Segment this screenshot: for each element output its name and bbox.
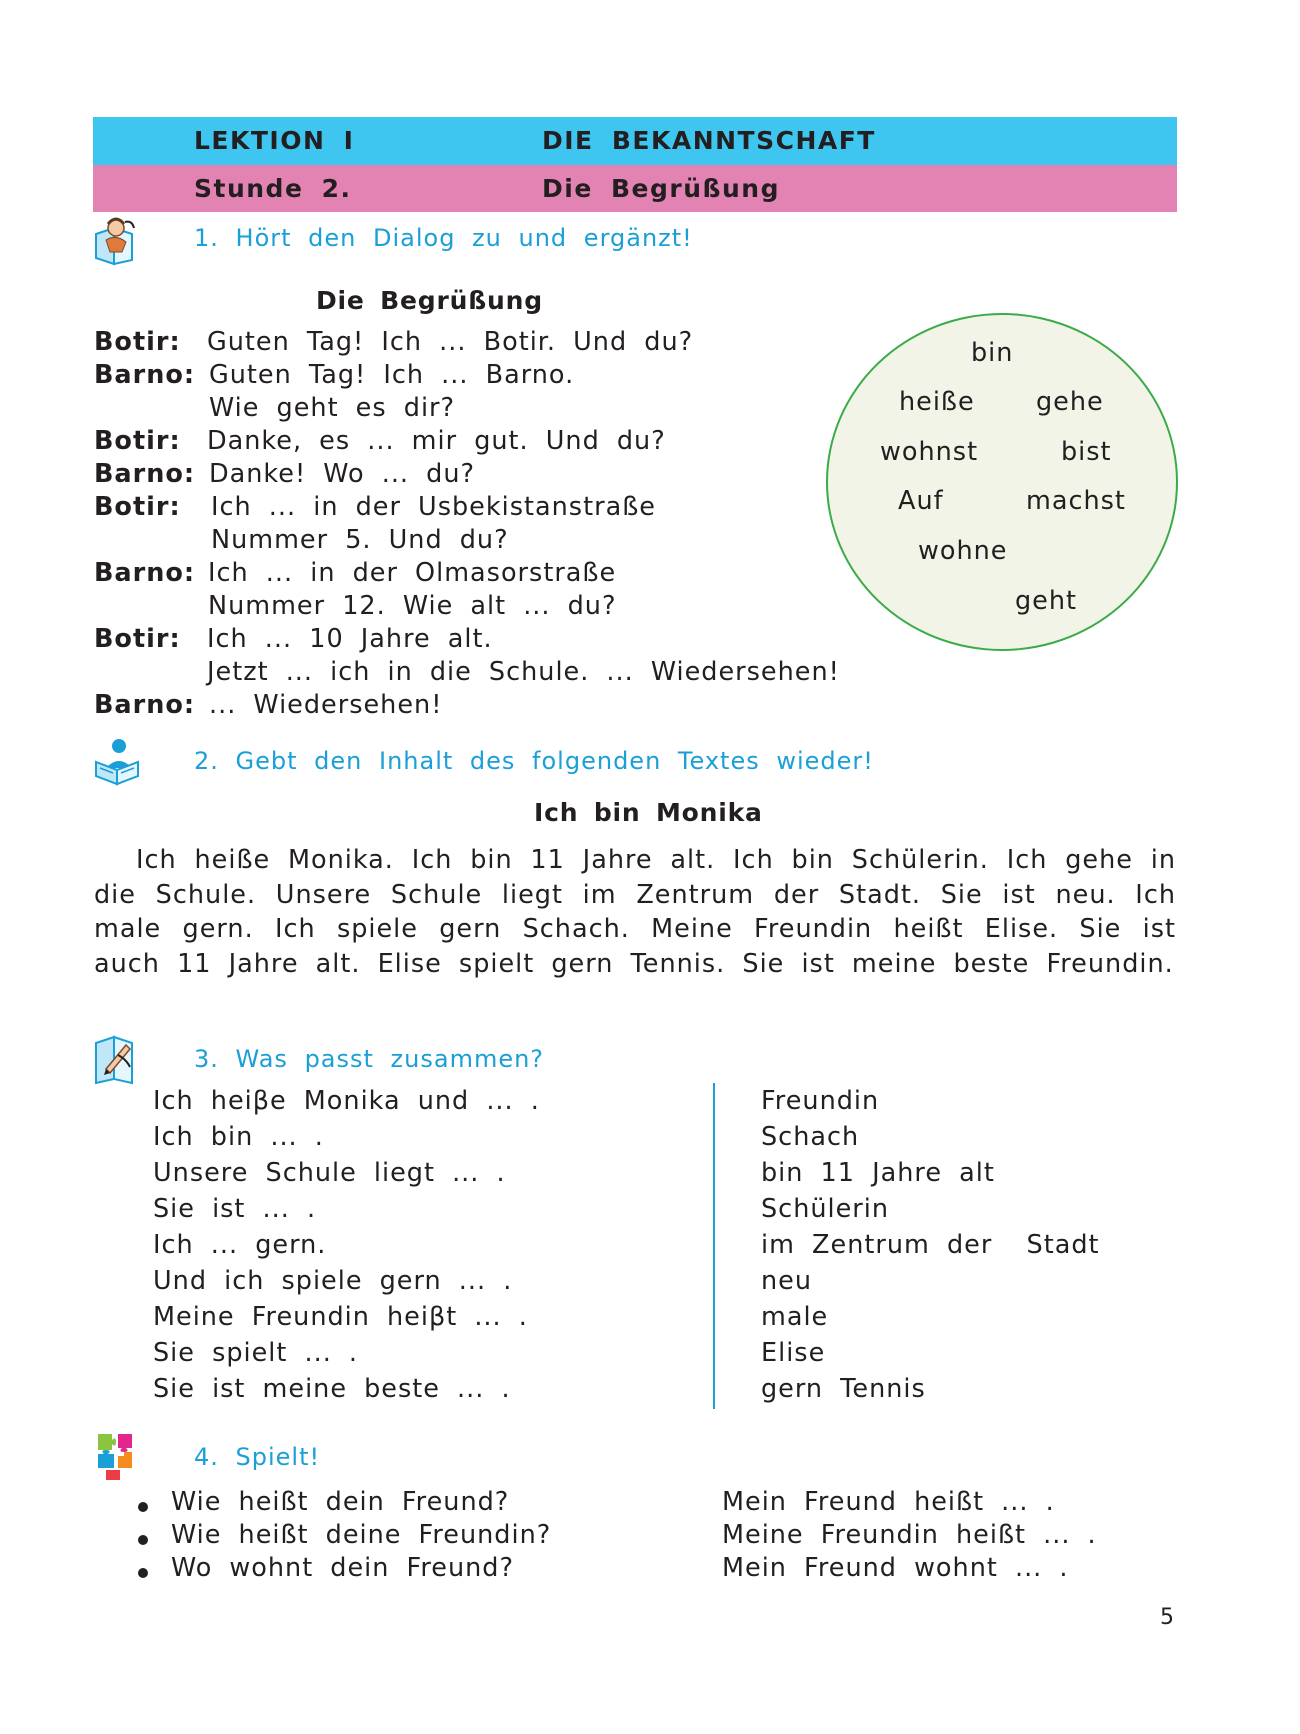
speaker: Barno: bbox=[94, 459, 196, 489]
writing-book-icon bbox=[92, 1033, 138, 1085]
lesson-title: DIE BEKANNTSCHAFT bbox=[542, 126, 876, 155]
speaker: Barno: bbox=[94, 558, 196, 588]
hour-title: Die Begrüßung bbox=[542, 174, 780, 203]
word-bank-item: heiße bbox=[899, 387, 975, 417]
answer-item: Mein Freund wohnt ... . bbox=[722, 1553, 1069, 1583]
dialog-text: Nummer 12. Wie alt ... du? bbox=[208, 591, 617, 621]
word-bank-item: geht bbox=[1015, 586, 1078, 616]
match-left-item: Sie spielt ... . bbox=[153, 1338, 359, 1368]
speaker: Botir: bbox=[94, 426, 181, 456]
dialog-text: Guten Tag! Ich ... Barno. bbox=[209, 360, 575, 390]
bullet-icon bbox=[138, 1502, 148, 1512]
dialog-text: Ich ... in der Usbekistanstraße bbox=[211, 492, 656, 522]
task3-instruction: 3. Was passt zusammen? bbox=[194, 1045, 545, 1073]
match-left-item: Sie ist meine beste ... . bbox=[153, 1374, 511, 1404]
word-bank-item: wohnst bbox=[880, 437, 979, 467]
task2-instruction: 2. Gebt den Inhalt des folgenden Textes wieder! bbox=[194, 747, 874, 775]
match-right-item: Elise bbox=[761, 1338, 826, 1368]
word-bank-item: machst bbox=[1026, 486, 1126, 516]
dialog-line bbox=[94, 426, 181, 456]
speaker: Botir: bbox=[94, 624, 181, 654]
dialog-text: ... Wiedersehen! bbox=[209, 690, 443, 720]
dialog-line bbox=[94, 327, 181, 357]
match-right-item: bin 11 Jahre alt bbox=[761, 1158, 995, 1188]
word-bank-item: Auf bbox=[898, 486, 944, 516]
match-left-item: Meine Freundin heiβt ... . bbox=[153, 1302, 528, 1332]
match-left-item: Ich heiβe Monika und ... . bbox=[153, 1086, 540, 1116]
speaker: Botir: bbox=[94, 327, 181, 357]
match-left-item: Und ich spiele gern ... . bbox=[153, 1266, 513, 1296]
hour-number: Stunde 2. bbox=[194, 174, 352, 203]
dialog-line bbox=[94, 360, 195, 390]
puzzle-pieces-icon bbox=[94, 1430, 140, 1482]
match-right-item: Schach bbox=[761, 1122, 860, 1152]
reading-book-icon bbox=[94, 736, 140, 788]
dialog-text: Nummer 5. Und du? bbox=[211, 525, 509, 555]
dialog-line bbox=[94, 492, 181, 522]
dialog-text: Jetzt ... ich in die Schule. ... Wiedersehen! bbox=[207, 657, 840, 687]
dialog-line bbox=[94, 558, 195, 588]
dialog-text: Ich ... in der Olmasorstraße bbox=[208, 558, 617, 588]
task1-instruction: 1. Hört den Dialog zu und ergänzt! bbox=[194, 224, 693, 252]
column-divider bbox=[713, 1083, 715, 1409]
dialog-line bbox=[94, 690, 195, 720]
lesson-subheader-bar bbox=[93, 165, 1177, 212]
dialog-text: Danke! Wo ... du? bbox=[209, 459, 476, 489]
word-bank-item: wohne bbox=[918, 536, 1008, 566]
speaker: Barno: bbox=[94, 360, 196, 390]
match-right-item: Schülerin bbox=[761, 1194, 890, 1224]
speaker: Botir: bbox=[94, 492, 181, 522]
text-title: Ich bin Monika bbox=[534, 798, 763, 827]
speaker: Barno: bbox=[94, 690, 196, 720]
question-item: Wie heißt dein Freund? bbox=[171, 1487, 510, 1517]
match-left-item: Unsere Schule liegt ... . bbox=[153, 1158, 506, 1188]
listening-book-icon bbox=[92, 214, 138, 266]
dialog-line bbox=[94, 624, 181, 654]
dialog-text: Wie geht es dir? bbox=[209, 393, 456, 423]
page-number: 5 bbox=[1160, 1605, 1174, 1630]
word-bank-item: bist bbox=[1061, 437, 1112, 467]
match-left-item: Sie ist ... . bbox=[153, 1194, 317, 1224]
dialog-text: Ich ... 10 Jahre alt. bbox=[207, 624, 493, 654]
match-left-item: Ich ... gern. bbox=[153, 1230, 327, 1260]
match-right-item: im Zentrum der Stadt bbox=[761, 1230, 1100, 1260]
answer-item: Mein Freund heißt ... . bbox=[722, 1487, 1055, 1517]
answer-item: Meine Freundin heißt ... . bbox=[722, 1520, 1097, 1550]
match-right-item: neu bbox=[761, 1266, 813, 1296]
dialog-title: Die Begrüßung bbox=[316, 286, 543, 315]
match-right-item: male bbox=[761, 1302, 829, 1332]
match-right-item: Freundin bbox=[761, 1086, 880, 1116]
dialog-text: Guten Tag! Ich ... Botir. Und du? bbox=[207, 327, 694, 357]
task4-instruction: 4. Spielt! bbox=[194, 1443, 321, 1471]
lesson-header-bar bbox=[93, 117, 1177, 165]
question-item: Wie heißt deine Freundin? bbox=[171, 1520, 552, 1550]
dialog-text: Danke, es ... mir gut. Und du? bbox=[207, 426, 666, 456]
bullet-icon bbox=[138, 1535, 148, 1545]
reading-text: Ich heiße Monika. Ich bin 11 Jahre alt. Ich bin Schülerin. Ich gehe in die Schule. Unsere Schule liegt im Zentrum der Stadt. Sie ist neu. Ich male gern. Ich spiele gern Schach. Meine Freundin heißt Elise. Sie ist auch 11 Jahre alt. Elise spielt gern Tennis. Sie ist meine beste Freundin. bbox=[94, 845, 1176, 979]
word-bank-item: gehe bbox=[1036, 387, 1104, 417]
word-bank-item: bin bbox=[971, 338, 1014, 368]
match-right-item: gern Tennis bbox=[761, 1374, 926, 1404]
question-item: Wo wohnt dein Freund? bbox=[171, 1553, 515, 1583]
match-left-item: Ich bin ... . bbox=[153, 1122, 324, 1152]
lesson-number: LEKTION I bbox=[194, 126, 355, 155]
bullet-icon bbox=[138, 1568, 148, 1578]
dialog-line bbox=[94, 459, 195, 489]
